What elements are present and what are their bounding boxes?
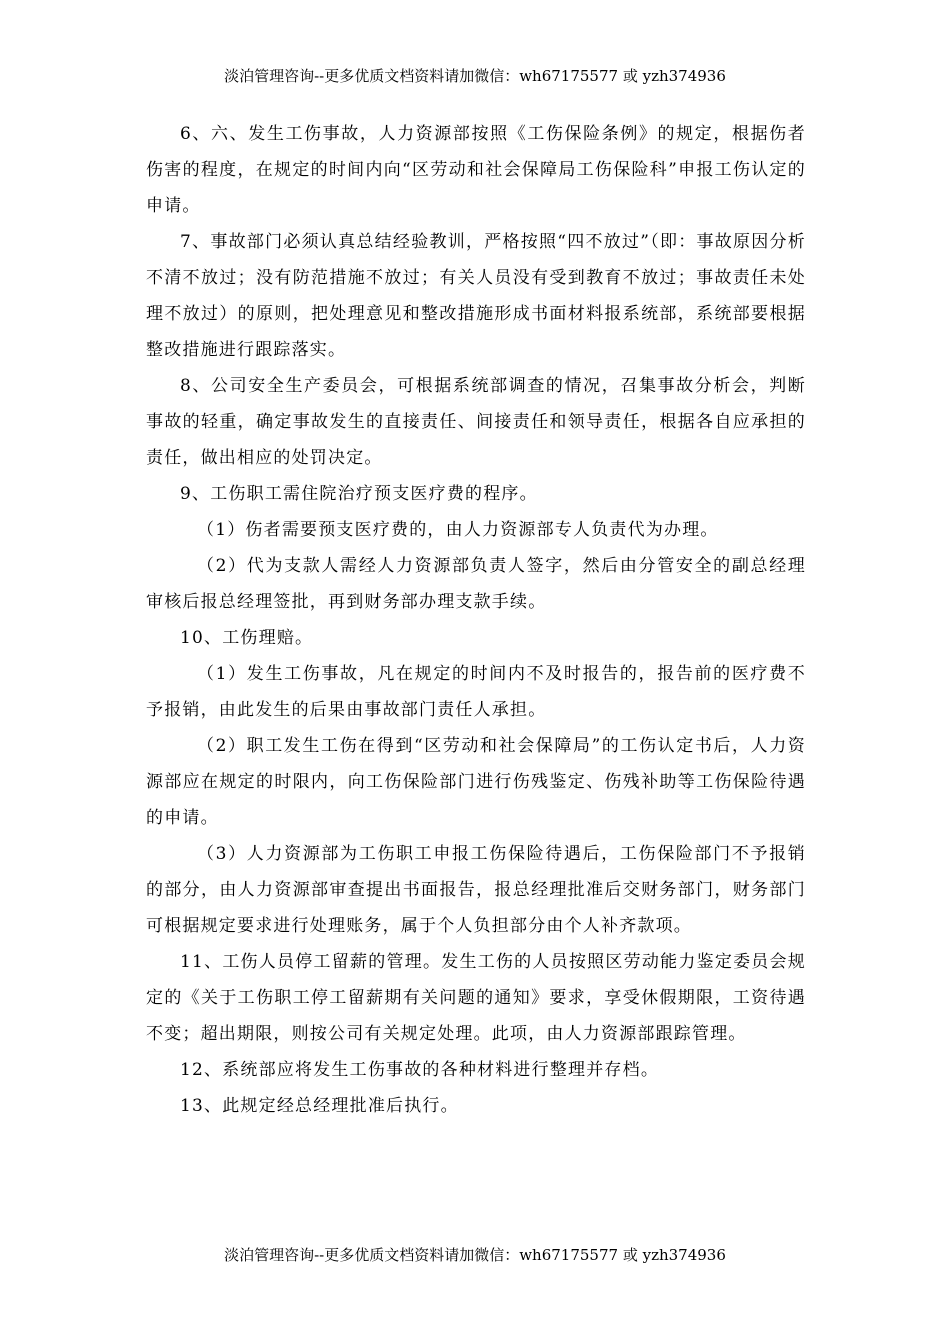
paragraph-10-3: （3）人力资源部为工伤职工申报工伤保险待遇后，工伤保险部门不予报销的部分，由人力资源部审查提出书面报告，报总经理批准后交财务部门，财务部门可根据规定要求进行处理账务，属于个人负担部分由个人补齐款项。 — [146, 844, 806, 936]
paragraph-10-2: （2）职工发生工伤在得到“区劳动和社会保障局”的工伤认定书后，人力资源部应在规定的时限内，向工伤保险部门进行伤残鉴定、伤残补助等工伤保险待遇的申请。 — [146, 736, 806, 828]
paragraph-11: 11、工伤人员停工留薪的管理。发生工伤的人员按照区劳动能力鉴定委员会规定的《关于工伤职工停工留薪期有关问题的通知》要求，享受休假期限，工资待遇不变；超出期限，则按公司有关规定处理。此项，由人力资源部跟踪管理。 — [146, 952, 806, 1044]
page-footer: 淡泊管理咨询--更多优质文档资料请加微信：wh67175577 或 yzh374936 — [224, 1246, 726, 1264]
paragraph-8: 8、公司安全生产委员会，可根据系统部调查的情况，召集事故分析会，判断事故的轻重，确定事故发生的直接责任、间接责任和领导责任，根据各自应承担的责任，做出相应的处罚决定。 — [146, 376, 806, 468]
document-body — [146, 116, 806, 1124]
paragraph-9: 9、工伤职工需住院治疗预支医疗费的程序。 — [180, 484, 538, 504]
paragraph-13: 13、此规定经总经理批准后执行。 — [180, 1096, 459, 1116]
paragraph-6: 6、六、发生工伤事故，人力资源部按照《工伤保险条例》的规定，根据伤者伤害的程度，在规定的时间内向“区劳动和社会保障局工伤保险科”申报工伤认定的申请。 — [146, 124, 806, 216]
page-header: 淡泊管理咨询--更多优质文档资料请加微信：wh67175577 或 yzh374936 — [224, 67, 726, 85]
paragraph-12: 12、系统部应将发生工伤事故的各种材料进行整理并存档。 — [180, 1060, 660, 1080]
paragraph-9-2: （2）代为支款人需经人力资源部负责人签字，然后由分管安全的副总经理审核后报总经理签批，再到财务部办理支款手续。 — [146, 556, 806, 612]
paragraph-10: 10、工伤理赔。 — [180, 628, 314, 648]
paragraph-10-1: （1）发生工伤事故，凡在规定的时间内不及时报告的，报告前的医疗费不予报销，由此发生的后果由事故部门责任人承担。 — [146, 664, 806, 720]
paragraph-9-1: （1）伤者需要预支医疗费的，由人力资源部专人负责代为办理。 — [197, 520, 719, 540]
paragraph-7: 7、事故部门必须认真总结经验教训，严格按照“四不放过”（即：事故原因分析不清不放过；没有防范措施不放过；有关人员没有受到教育不放过；事故责任未处理不放过）的原则，把处理意见和整改措施形成书面材料报系统部，系统部要根据整改措施进行跟踪落实。 — [146, 232, 806, 360]
